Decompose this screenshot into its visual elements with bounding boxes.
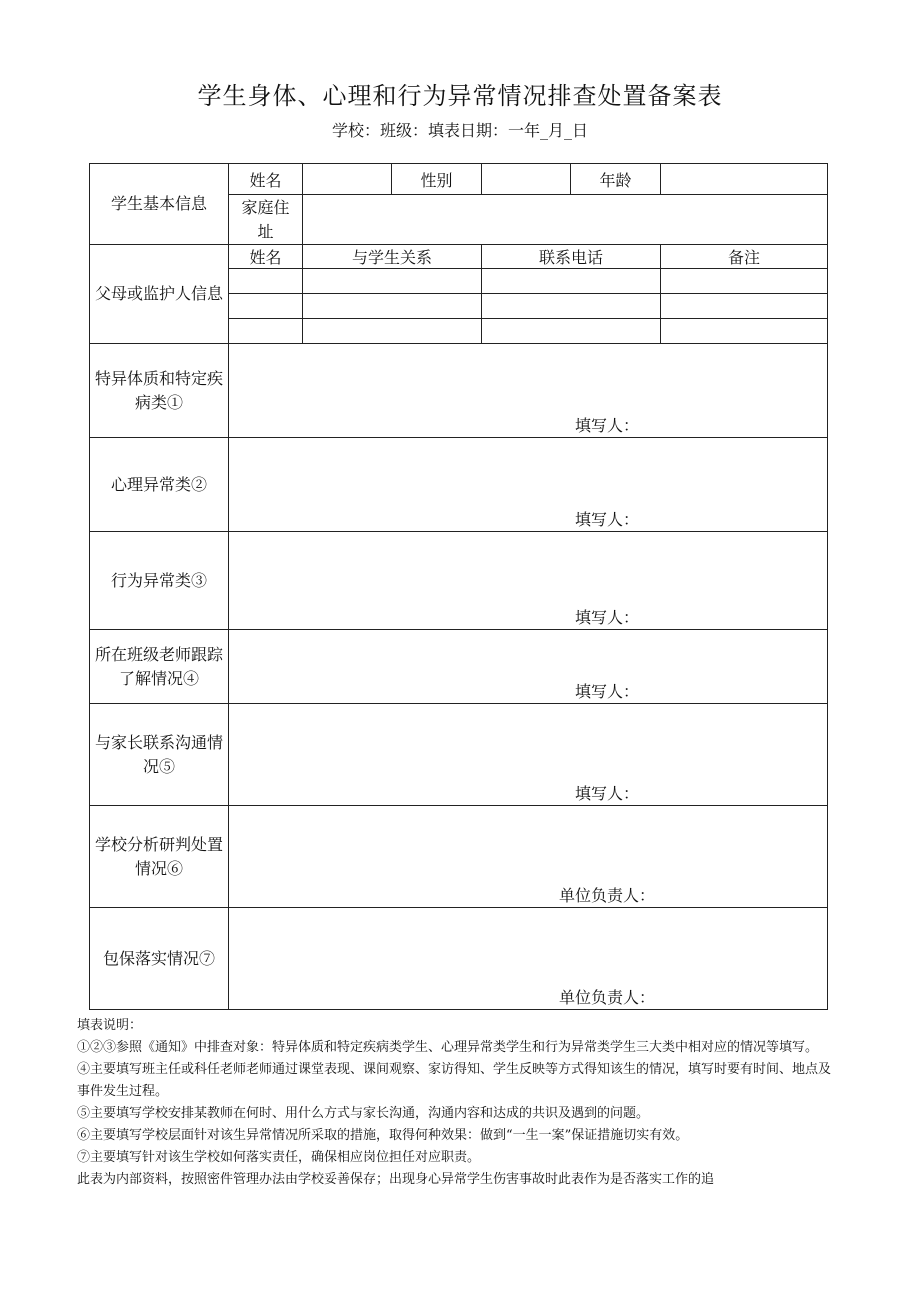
basic-info-label: 学生基本信息	[90, 164, 229, 245]
section-content-teacher-tracking[interactable]	[229, 630, 828, 704]
section-label-school-analysis: 学校分析研判处置情况⑥	[90, 806, 229, 908]
instructions-block	[77, 1015, 837, 1191]
section-content-school-analysis[interactable]	[229, 806, 828, 908]
age-field[interactable]	[661, 164, 828, 195]
section-signer-school-analysis: 单位负责人：	[558, 886, 655, 905]
section-label-psychological: 心理异常类②	[90, 438, 229, 532]
section-label-teacher-tracking: 所在班级老师跟踪了解情况④	[90, 630, 229, 704]
guardian-relation-field[interactable]	[303, 319, 482, 344]
guardian-remark-field[interactable]	[661, 319, 828, 344]
address-field[interactable]	[303, 195, 828, 245]
section-signer-psychological: 填写人：	[574, 510, 639, 529]
section-signer-behavior: 填写人：	[574, 608, 639, 627]
section-content-physical[interactable]	[229, 344, 828, 438]
guardian-relation-field[interactable]	[303, 269, 482, 294]
instruction-item: ⑥主要填写学校层面针对该生异常情况所采取的措施，取得何种效果：做到“一生一案”保证措施切实有效。	[77, 1128, 689, 1143]
record-form-table	[89, 163, 828, 1010]
section-label-behavior: 行为异常类③	[90, 532, 229, 630]
section-content-psychological[interactable]	[229, 438, 828, 532]
instructions-heading: 填表说明：	[77, 1018, 143, 1033]
guardian-remark-field[interactable]	[661, 294, 828, 319]
section-row-behavior	[90, 532, 828, 630]
guardian-header-phone: 联系电话	[482, 245, 661, 269]
section-signer-implementation: 单位负责人：	[558, 988, 655, 1007]
guardian-label: 父母或监护人信息	[90, 245, 229, 344]
section-row-physical	[90, 344, 828, 438]
basic-info-row-1	[90, 164, 828, 195]
instruction-item: ⑦主要填写针对该生学校如何落实责任，确保相应岗位担任对应职责。	[77, 1150, 481, 1165]
guardian-phone-field[interactable]	[482, 319, 661, 344]
section-label-implementation: 包保落实情况⑦	[90, 908, 229, 1010]
section-row-school-analysis	[90, 806, 828, 908]
guardian-header-relation: 与学生关系	[303, 245, 482, 269]
section-label-parent-communication: 与家长联系沟通情况⑤	[90, 704, 229, 806]
gender-label: 性别	[392, 164, 482, 195]
guardian-name-field[interactable]	[229, 269, 303, 294]
instruction-item: ⑤主要填写学校安排某教师在何时、用什么方式与家长沟通，沟通内容和达成的共识及遇到的问题。	[77, 1106, 650, 1121]
document-subtitle: 学校：班级：填表日期：一年_月_日	[331, 121, 588, 140]
guardian-relation-field[interactable]	[303, 294, 482, 319]
age-label: 年龄	[571, 164, 661, 195]
section-signer-parent-communication: 填写人：	[574, 784, 639, 803]
document-title: 学生身体、心理和行为异常情况排查处置备案表	[197, 82, 723, 110]
instruction-item: ①②③参照《通知》中排查对象：特异体质和特定疾病类学生、心理异常类学生和行为异常类学生三大类中相对应的情况等填写。	[77, 1040, 819, 1055]
section-row-implementation	[90, 908, 828, 1010]
guardian-header-row	[90, 245, 828, 269]
section-signer-physical: 填写人：	[574, 416, 639, 435]
guardian-header-remark: 备注	[661, 245, 828, 269]
section-row-parent-communication	[90, 704, 828, 806]
gender-field[interactable]	[482, 164, 571, 195]
section-signer-teacher-tracking: 填写人：	[574, 682, 639, 701]
name-field[interactable]	[303, 164, 392, 195]
guardian-phone-field[interactable]	[482, 294, 661, 319]
section-content-behavior[interactable]	[229, 532, 828, 630]
guardian-remark-field[interactable]	[661, 269, 828, 294]
confidentiality-note: 此表为内部资料，按照密件管理办法由学校妥善保存；出现身心异常学生伤害事故时此表作为是否落实工作的追	[77, 1172, 715, 1187]
instruction-item: ④主要填写班主任或科任老师老师通过课堂表现、课间观察、家访得知、学生反映等方式得知该生的情况，填写时要有时间、地点及事件发生过程。	[77, 1062, 832, 1099]
section-content-implementation[interactable]	[229, 908, 828, 1010]
section-row-teacher-tracking	[90, 630, 828, 704]
section-row-psychological	[90, 438, 828, 532]
section-label-physical: 特异体质和特定疾病类①	[90, 344, 229, 438]
address-label: 家庭住址	[229, 195, 303, 245]
guardian-header-name: 姓名	[229, 245, 303, 269]
name-label: 姓名	[229, 164, 303, 195]
guardian-phone-field[interactable]	[482, 269, 661, 294]
guardian-name-field[interactable]	[229, 319, 303, 344]
section-content-parent-communication[interactable]	[229, 704, 828, 806]
guardian-name-field[interactable]	[229, 294, 303, 319]
